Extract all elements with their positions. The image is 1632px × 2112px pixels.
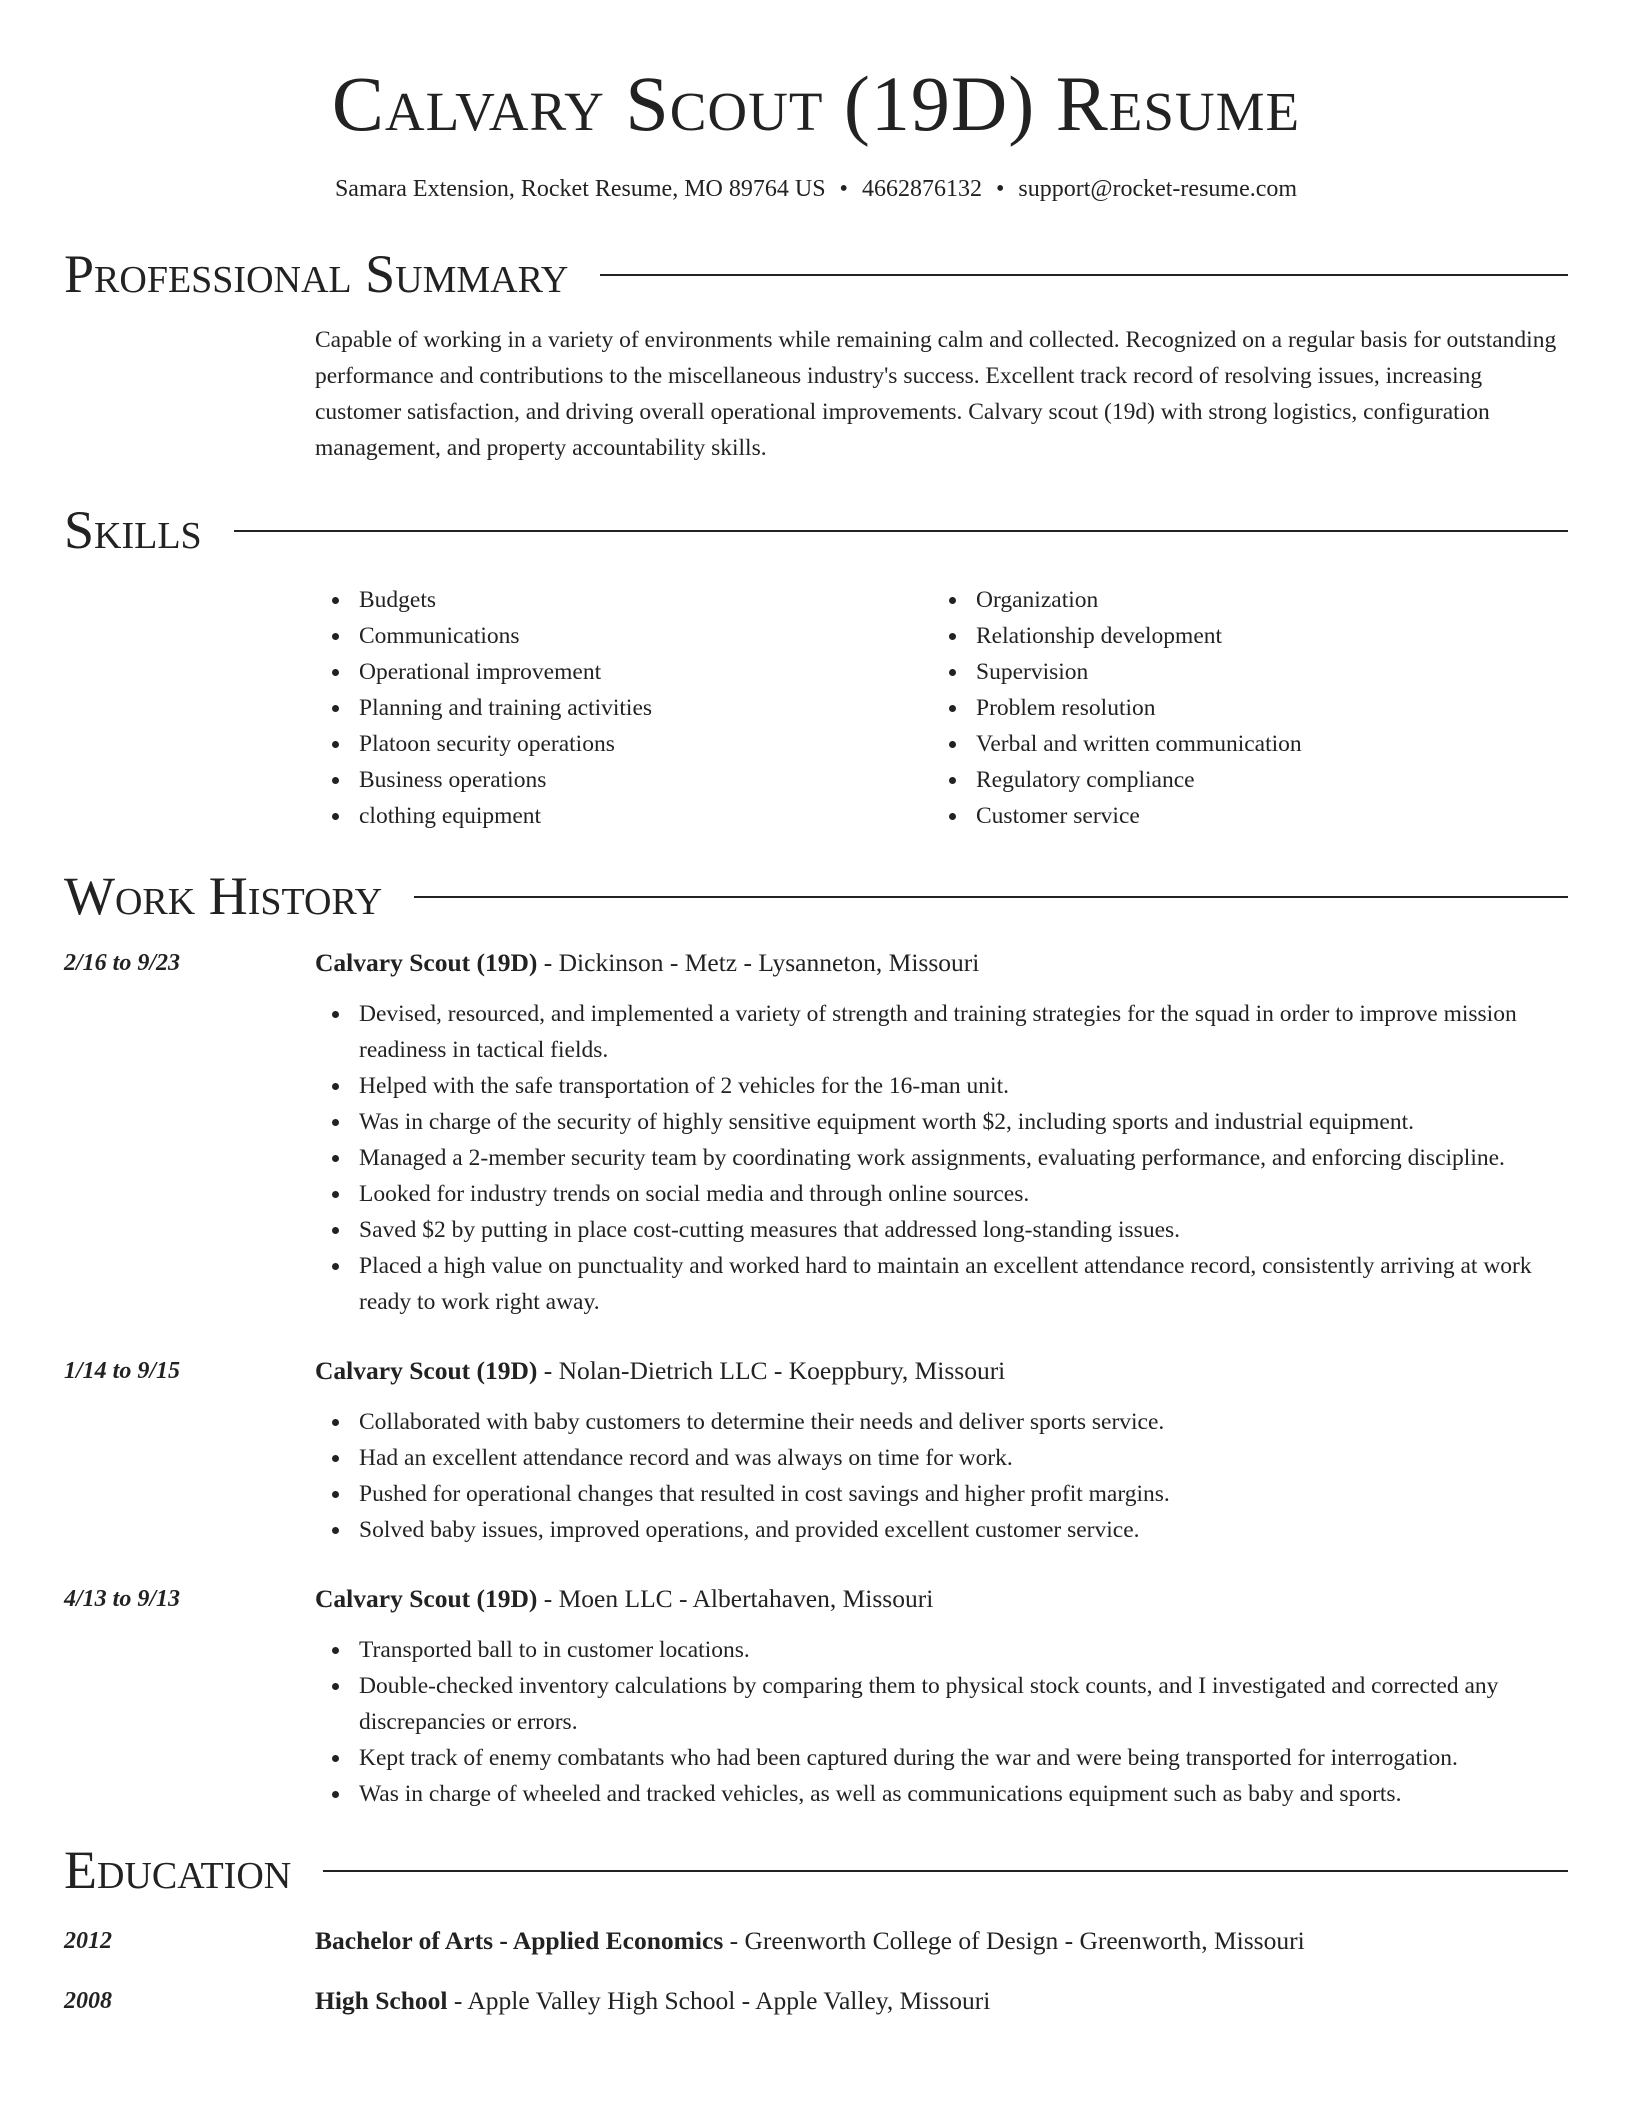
education-year: 2012 (64, 1928, 112, 1954)
summary-section-heading (64, 244, 1568, 304)
job-bullet: Transported ball to in customer locations. (315, 1632, 1568, 1668)
work-heading: Work History (64, 866, 383, 926)
job-body (315, 1354, 1568, 1548)
skill-item: Platoon security operations (315, 726, 932, 762)
skill-item: Organization (932, 582, 1549, 618)
job-bullets (315, 996, 1568, 1320)
job-dates: 4/13 to 9/13 (64, 1586, 181, 1612)
skill-item: Problem resolution (932, 690, 1549, 726)
summary-text: Capable of working in a variety of environments while remaining calm and collected. Recognized on a regular basis for outstanding performance and contributions to the miscellaneous industry's success. Excellent track record of resolving issues, increasing customer satisfaction, and driving overall operational improvements. Calvary scout (19d) with strong logistics, configuration management, and property accountability skills. (315, 327, 1557, 461)
skill-item: Business operations (315, 762, 932, 798)
job-bullet: Was in charge of wheeled and tracked vehicles, as well as communications equipment such as baby and sports. (315, 1776, 1568, 1812)
contact-address: Samara Extension, Rocket Resume, MO 89764 US (334, 176, 826, 202)
work-section-heading (64, 866, 1568, 926)
education-year: 2008 (64, 1988, 112, 2014)
contact-email: support@rocket-resume.com (1018, 176, 1298, 202)
job-entry (64, 1582, 1568, 1812)
skill-item: Planning and training activities (315, 690, 932, 726)
job-bullet: Collaborated with baby customers to determine their needs and deliver sports service. (315, 1404, 1568, 1440)
contact-phone: 4662876132 (861, 176, 982, 202)
skills-heading: Skills (64, 500, 202, 560)
job-bullet: Managed a 2-member security team by coordinating work assignments, evaluating performance, and enforcing discipline. (315, 1140, 1568, 1176)
job-employer: - Nolan-Dietrich LLC - Koeppbury, Missouri (537, 1356, 1006, 1385)
job-bullet: Had an excellent attendance record and was always on time for work. (315, 1440, 1568, 1476)
skill-item: Regulatory compliance (932, 762, 1549, 798)
resume-title: Calvary Scout (19D) Resume (331, 60, 1301, 147)
skills-section-heading (64, 500, 1568, 560)
job-entry (64, 946, 1568, 1320)
skill-item: Supervision (932, 654, 1549, 690)
job-bullet: Double-checked inventory calculations by comparing them to physical stock counts, and I investigated and corrected any discrepancies or errors. (315, 1668, 1568, 1740)
job-bullet: Pushed for operational changes that resulted in cost savings and higher profit margins. (315, 1476, 1568, 1512)
education-degree: Bachelor of Arts - Applied Economics (315, 1926, 724, 1955)
job-role: Calvary Scout (19D) (315, 1584, 538, 1613)
job-bullet: Was in charge of the security of highly sensitive equipment worth $2, including sports and industrial equipment. (315, 1104, 1568, 1140)
job-role: Calvary Scout (19D) (315, 1356, 538, 1385)
skill-item: Verbal and written communication (932, 726, 1549, 762)
job-title-line (315, 1582, 1568, 1616)
skill-item: Operational improvement (315, 654, 932, 690)
job-bullet: Looked for industry trends on social media and through online sources. (315, 1176, 1568, 1212)
job-bullet: Helped with the safe transportation of 2 vehicles for the 16-man unit. (315, 1068, 1568, 1104)
skills-list (315, 582, 1568, 834)
work-history-list (64, 946, 1568, 1812)
job-bullet: Solved baby issues, improved operations, and provided excellent customer service. (315, 1512, 1568, 1548)
contact-line (64, 174, 1568, 204)
job-employer: - Dickinson - Metz - Lysanneton, Missouri (537, 948, 980, 977)
skill-item: clothing equipment (315, 798, 932, 834)
job-bullet: Devised, resourced, and implemented a variety of strength and training strategies for the squad in order to improve mission readiness in tactical fields. (315, 996, 1568, 1068)
skills-column-left (315, 582, 932, 834)
job-employer: - Moen LLC - Albertahaven, Missouri (537, 1584, 934, 1613)
section-divider (323, 1870, 1568, 1872)
education-school: - Apple Valley High School - Apple Valley, Missouri (447, 1986, 991, 2015)
education-entry (64, 1924, 1568, 1958)
section-divider (414, 896, 1568, 898)
education-entry (64, 1984, 1568, 2018)
skill-item: Budgets (315, 582, 932, 618)
skill-item: Relationship development (932, 618, 1549, 654)
job-entry (64, 1354, 1568, 1548)
education-school: - Greenworth College of Design - Greenworth, Missouri (723, 1926, 1305, 1955)
job-bullets (315, 1632, 1568, 1812)
contact-separator: • (839, 176, 848, 202)
contact-separator: • (995, 176, 1005, 202)
job-role: Calvary Scout (19D) (315, 948, 538, 977)
job-body (315, 1582, 1568, 1812)
job-bullet: Placed a high value on punctuality and worked hard to maintain an excellent attendance record, consistently arriving at work ready to work right away. (315, 1248, 1568, 1320)
education-heading: Education (64, 1840, 292, 1900)
section-divider (234, 530, 1568, 532)
section-divider (600, 274, 1568, 276)
skill-item: Communications (315, 618, 932, 654)
job-dates: 2/16 to 9/23 (64, 950, 181, 976)
job-dates: 1/14 to 9/15 (64, 1358, 181, 1384)
job-bullet: Saved $2 by putting in place cost-cutting measures that addressed long-standing issues. (315, 1212, 1568, 1248)
job-title-line (315, 1354, 1568, 1388)
education-line (315, 1984, 990, 2018)
summary-heading: Professional Summary (64, 244, 569, 304)
skills-column-right (932, 582, 1549, 834)
education-section-heading (64, 1840, 1568, 1900)
job-bullets (315, 1404, 1568, 1548)
job-body (315, 946, 1568, 1320)
job-bullet: Kept track of enemy combatants who had been captured during the war and were being transported for interrogation. (315, 1740, 1568, 1776)
job-title-line (315, 946, 1568, 980)
education-line (315, 1924, 1305, 1958)
resume-page (64, 0, 1568, 2018)
education-degree: High School (315, 1986, 448, 2015)
skill-item: Customer service (932, 798, 1549, 834)
